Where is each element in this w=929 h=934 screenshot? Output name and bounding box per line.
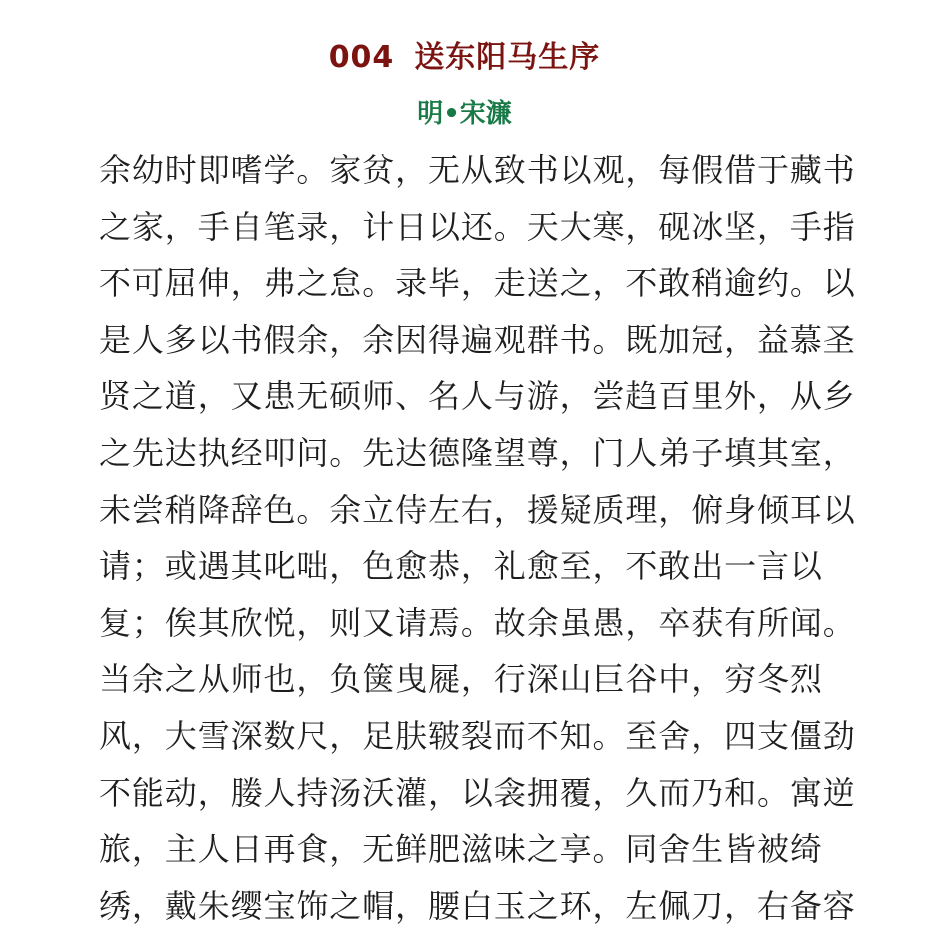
text-line: 之先达执经叩问。先达德隆望尊，门人弟子填其室， xyxy=(99,433,856,472)
text-line: 复；俟其欣悦，则又请焉。故余虽愚，卒获有所闻。 xyxy=(99,603,856,642)
essay-body xyxy=(99,142,899,934)
text-line: 风，大雪深数尺，足肤皲裂而不知。至舍，四支僵劲 xyxy=(99,716,856,755)
text-line: 当余之从师也，负箧曳屣，行深山巨谷中，穷冬烈 xyxy=(99,660,823,699)
title-number: 004 xyxy=(328,40,395,75)
text-line: 旅，主人日再食，无鲜肥滋味之享。同舍生皆被绮 xyxy=(99,830,823,869)
text-line: 是人多以书假余，余因得遍观群书。既加冠，益慕圣 xyxy=(99,320,856,359)
page-title xyxy=(0,36,929,80)
title-text: 送东阳马生序 xyxy=(414,40,601,75)
text-line: 不能动，媵人持汤沃灌，以衾拥覆，久而乃和。寓逆 xyxy=(99,773,856,812)
text-line: 贤之道，又患无硕师、名人与游，尝趋百里外，从乡 xyxy=(99,377,856,416)
text-line: 请；或遇其叱咄，色愈恭，礼愈至，不敢出一言以 xyxy=(99,547,823,586)
text-line: 不可屈伸，弗之怠。录毕，走送之，不敢稍逾约。以 xyxy=(99,264,856,303)
text-line: 未尝稍降辞色。余立侍左右，援疑质理，俯身倾耳以 xyxy=(99,490,856,529)
author-line: 明•宋濂 xyxy=(417,99,512,129)
text-line: 余幼时即嗜学。家贫，无从致书以观，每假借于藏书 xyxy=(99,151,856,189)
text-line: 之家，手自笔录，计日以还。天大寒，砚冰坚，手指 xyxy=(99,207,856,246)
text-line: 绣，戴朱缨宝饰之帽，腰白玉之环，左佩刀，右备容 xyxy=(99,886,856,925)
